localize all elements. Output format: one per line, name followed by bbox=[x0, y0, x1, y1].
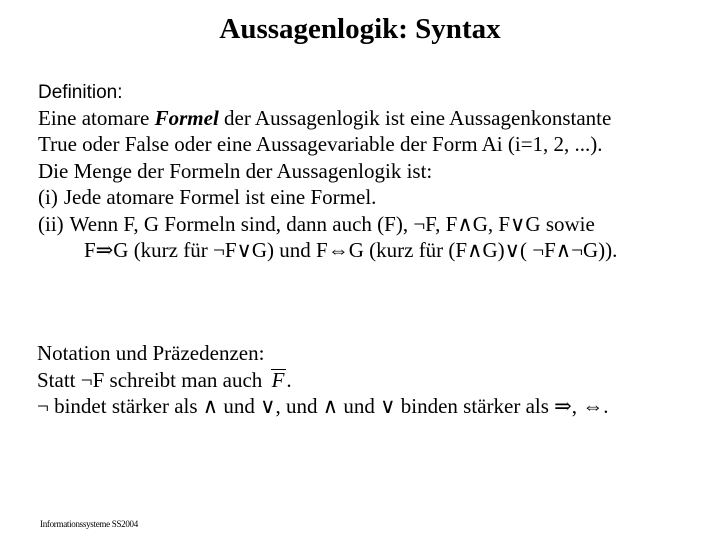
definition-label: Definition: bbox=[38, 82, 123, 103]
negation-overline-formula: F bbox=[271, 367, 285, 392]
list-item-1-text: Jede atomare Formel ist eine Formel. bbox=[63, 185, 377, 209]
notation-line-3: ¬ bindet stärker als ∧ und ∨, und ∧ und ∨ binden stärker als ⇒, ⇔. bbox=[37, 394, 609, 418]
definition-line-1-post: der Aussagenlogik ist eine Aussagenkonstante bbox=[218, 105, 612, 130]
notation-line-2-post: . bbox=[286, 367, 292, 392]
definition-line-3: Die Menge der Formeln der Aussagenlogik ist: bbox=[38, 158, 433, 183]
definition-block bbox=[38, 78, 708, 264]
list-item-2-continuation: F⇒G (kurz für ¬F∨G) und F⇔G (kurz für (F∧G)∨( ¬F∧¬G)). bbox=[84, 238, 618, 262]
list-item-1 bbox=[38, 184, 708, 211]
list-item-2-marker: (ii) bbox=[38, 211, 64, 236]
notation-heading: Notation und Präzedenzen: bbox=[37, 341, 265, 365]
list-item-1-marker: (i) bbox=[38, 185, 58, 209]
footer-text: Informationssysteme SS2004 bbox=[40, 519, 138, 529]
notation-block bbox=[37, 340, 717, 420]
list-item-2 bbox=[38, 211, 708, 238]
slide-title: Aussagenlogik: Syntax bbox=[219, 13, 501, 45]
emphasized-term-formel: Formel bbox=[154, 105, 219, 130]
definition-line-2: True oder False oder eine Aussagevariable der Form Ai (i=1, 2, ...). bbox=[38, 132, 603, 156]
notation-line-2-pre: Statt ¬F schreibt man auch bbox=[37, 367, 268, 392]
definition-label-line bbox=[38, 78, 708, 105]
notation-line-2 bbox=[37, 367, 717, 394]
definition-line-1 bbox=[38, 105, 708, 132]
definition-line-1-pre: Eine atomare bbox=[38, 105, 155, 130]
list-item-2-text: Wenn F, G Formeln sind, dann auch (F), ¬F, F∧G, F∨G sowie bbox=[69, 211, 595, 236]
